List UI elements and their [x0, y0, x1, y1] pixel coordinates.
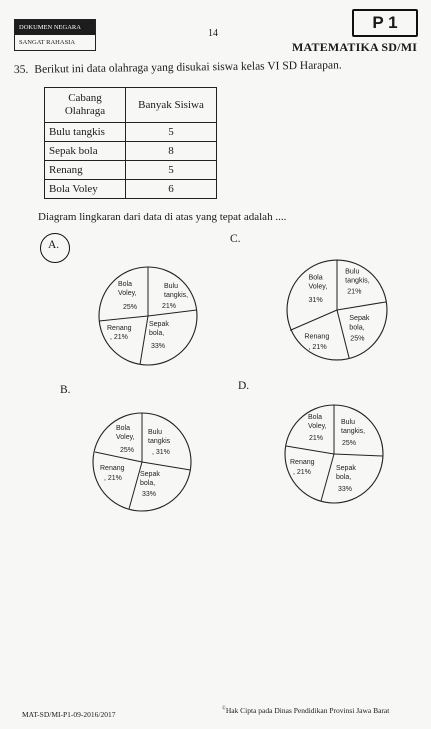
- table-cell: Sepak bola: [45, 142, 126, 161]
- question-text: [14, 59, 342, 76]
- slice-label: Bulu tangkis,: [164, 283, 189, 299]
- table-cell: 8: [126, 142, 217, 161]
- slice-value: 33%: [142, 491, 157, 498]
- pie-divider: [142, 462, 191, 470]
- slice-label: Sepak bola,: [349, 314, 370, 332]
- slice-value: 25%: [123, 304, 138, 311]
- slice-value: , 21%: [104, 475, 122, 482]
- slice-label: Bola Voley,: [308, 273, 328, 291]
- page-number: 14: [208, 28, 218, 39]
- pie-divider: [148, 310, 197, 316]
- slice-value: 25%: [342, 440, 357, 447]
- classification-bottom: SANGAT RAHASIA: [19, 39, 76, 46]
- paper-code: P 1: [352, 9, 418, 37]
- question-prompt: Diagram lingkaran dari data di atas yang tepat adalah ....: [38, 211, 287, 223]
- slice-value: 33%: [151, 343, 166, 350]
- slice-value: 33%: [338, 486, 353, 493]
- table-header-sport: Cabang Olahraga: [45, 88, 126, 123]
- table-header-row: [45, 88, 217, 123]
- document-classification-box: [14, 19, 96, 51]
- slice-value: , 21%: [293, 469, 311, 476]
- slice-label: Sepak bola,: [140, 471, 160, 487]
- option-a-label[interactable]: A.: [48, 239, 60, 251]
- sports-data-table: [44, 87, 217, 199]
- slice-value: , 21%: [308, 342, 327, 351]
- table-cell: Bulu tangkis: [45, 123, 126, 142]
- slice-label: Bulu tangkis: [148, 429, 171, 445]
- table-header-count: Banyak Sisiwa: [126, 88, 217, 123]
- question-body: Berikut ini data olahraga yang disukai siswa kelas VI SD Harapan.: [34, 59, 342, 76]
- slice-label: Renang: [100, 465, 125, 472]
- slice-value: 31%: [308, 295, 323, 304]
- pie-chart-option-c: [286, 259, 388, 361]
- slice-label: Sepak bola,: [336, 465, 356, 481]
- table-cell: Renang: [45, 161, 126, 180]
- pie-divider: [99, 316, 148, 321]
- option-d-label[interactable]: D.: [238, 380, 250, 392]
- slice-value: 25%: [120, 447, 135, 454]
- pie-divider: [290, 310, 337, 330]
- pie-divider: [286, 446, 334, 454]
- slice-label: Bola Voley,: [116, 425, 135, 441]
- pie-divider: [334, 454, 383, 456]
- table-cell: Bola Voley: [45, 180, 126, 199]
- pie-chart-option-d: [284, 404, 384, 504]
- pie-divider: [321, 454, 334, 501]
- slice-value: 21%: [162, 303, 177, 310]
- pie-chart-option-b: [92, 412, 192, 512]
- slice-value: 21%: [309, 435, 324, 442]
- pie-divider: [95, 452, 142, 462]
- subject-title: MATEMATIKA SD/MI: [292, 40, 418, 54]
- table-cell: 5: [126, 123, 217, 142]
- question-number: 35.: [13, 63, 29, 76]
- slice-label: Bulu tangkis,: [341, 419, 366, 435]
- pie-chart-option-a: [98, 266, 198, 366]
- slice-label: Bola Voley,: [308, 414, 327, 430]
- footer-code: MAT-SD/MI-P1-09-2016/2017: [22, 710, 116, 719]
- slice-label: Renang: [290, 459, 315, 466]
- slice-value: 25%: [350, 334, 365, 343]
- table-row: [45, 142, 217, 161]
- slice-label: Bola Voley,: [118, 281, 137, 297]
- slice-value: 21%: [347, 287, 362, 296]
- copyright-text: Hak Cipta pada Dinas Pendidikan Provinsi Jawa Barat: [225, 706, 390, 715]
- option-b-label[interactable]: B.: [60, 384, 71, 396]
- copyright-mark: ©: [222, 706, 226, 712]
- slice-label: Renang: [304, 332, 330, 341]
- table-cell: 6: [126, 180, 217, 199]
- classification-top: DOKUMEN NEGARA: [15, 20, 95, 35]
- slice-value: , 31%: [152, 449, 170, 456]
- slice-label: Renang: [107, 325, 132, 332]
- slice-label: Sepak bola,: [149, 321, 169, 337]
- table-row: [45, 123, 217, 142]
- pie-divider: [337, 310, 349, 358]
- table-row: [45, 180, 217, 199]
- pie-divider: [140, 316, 148, 365]
- table-cell: 5: [126, 161, 217, 180]
- pie-divider: [337, 302, 386, 310]
- table-row: [45, 161, 217, 180]
- slice-value: , 21%: [110, 334, 128, 341]
- footer-copyright: [222, 706, 389, 715]
- option-c-label[interactable]: C.: [230, 233, 241, 245]
- slice-label: Bulu tangkis,: [345, 267, 370, 285]
